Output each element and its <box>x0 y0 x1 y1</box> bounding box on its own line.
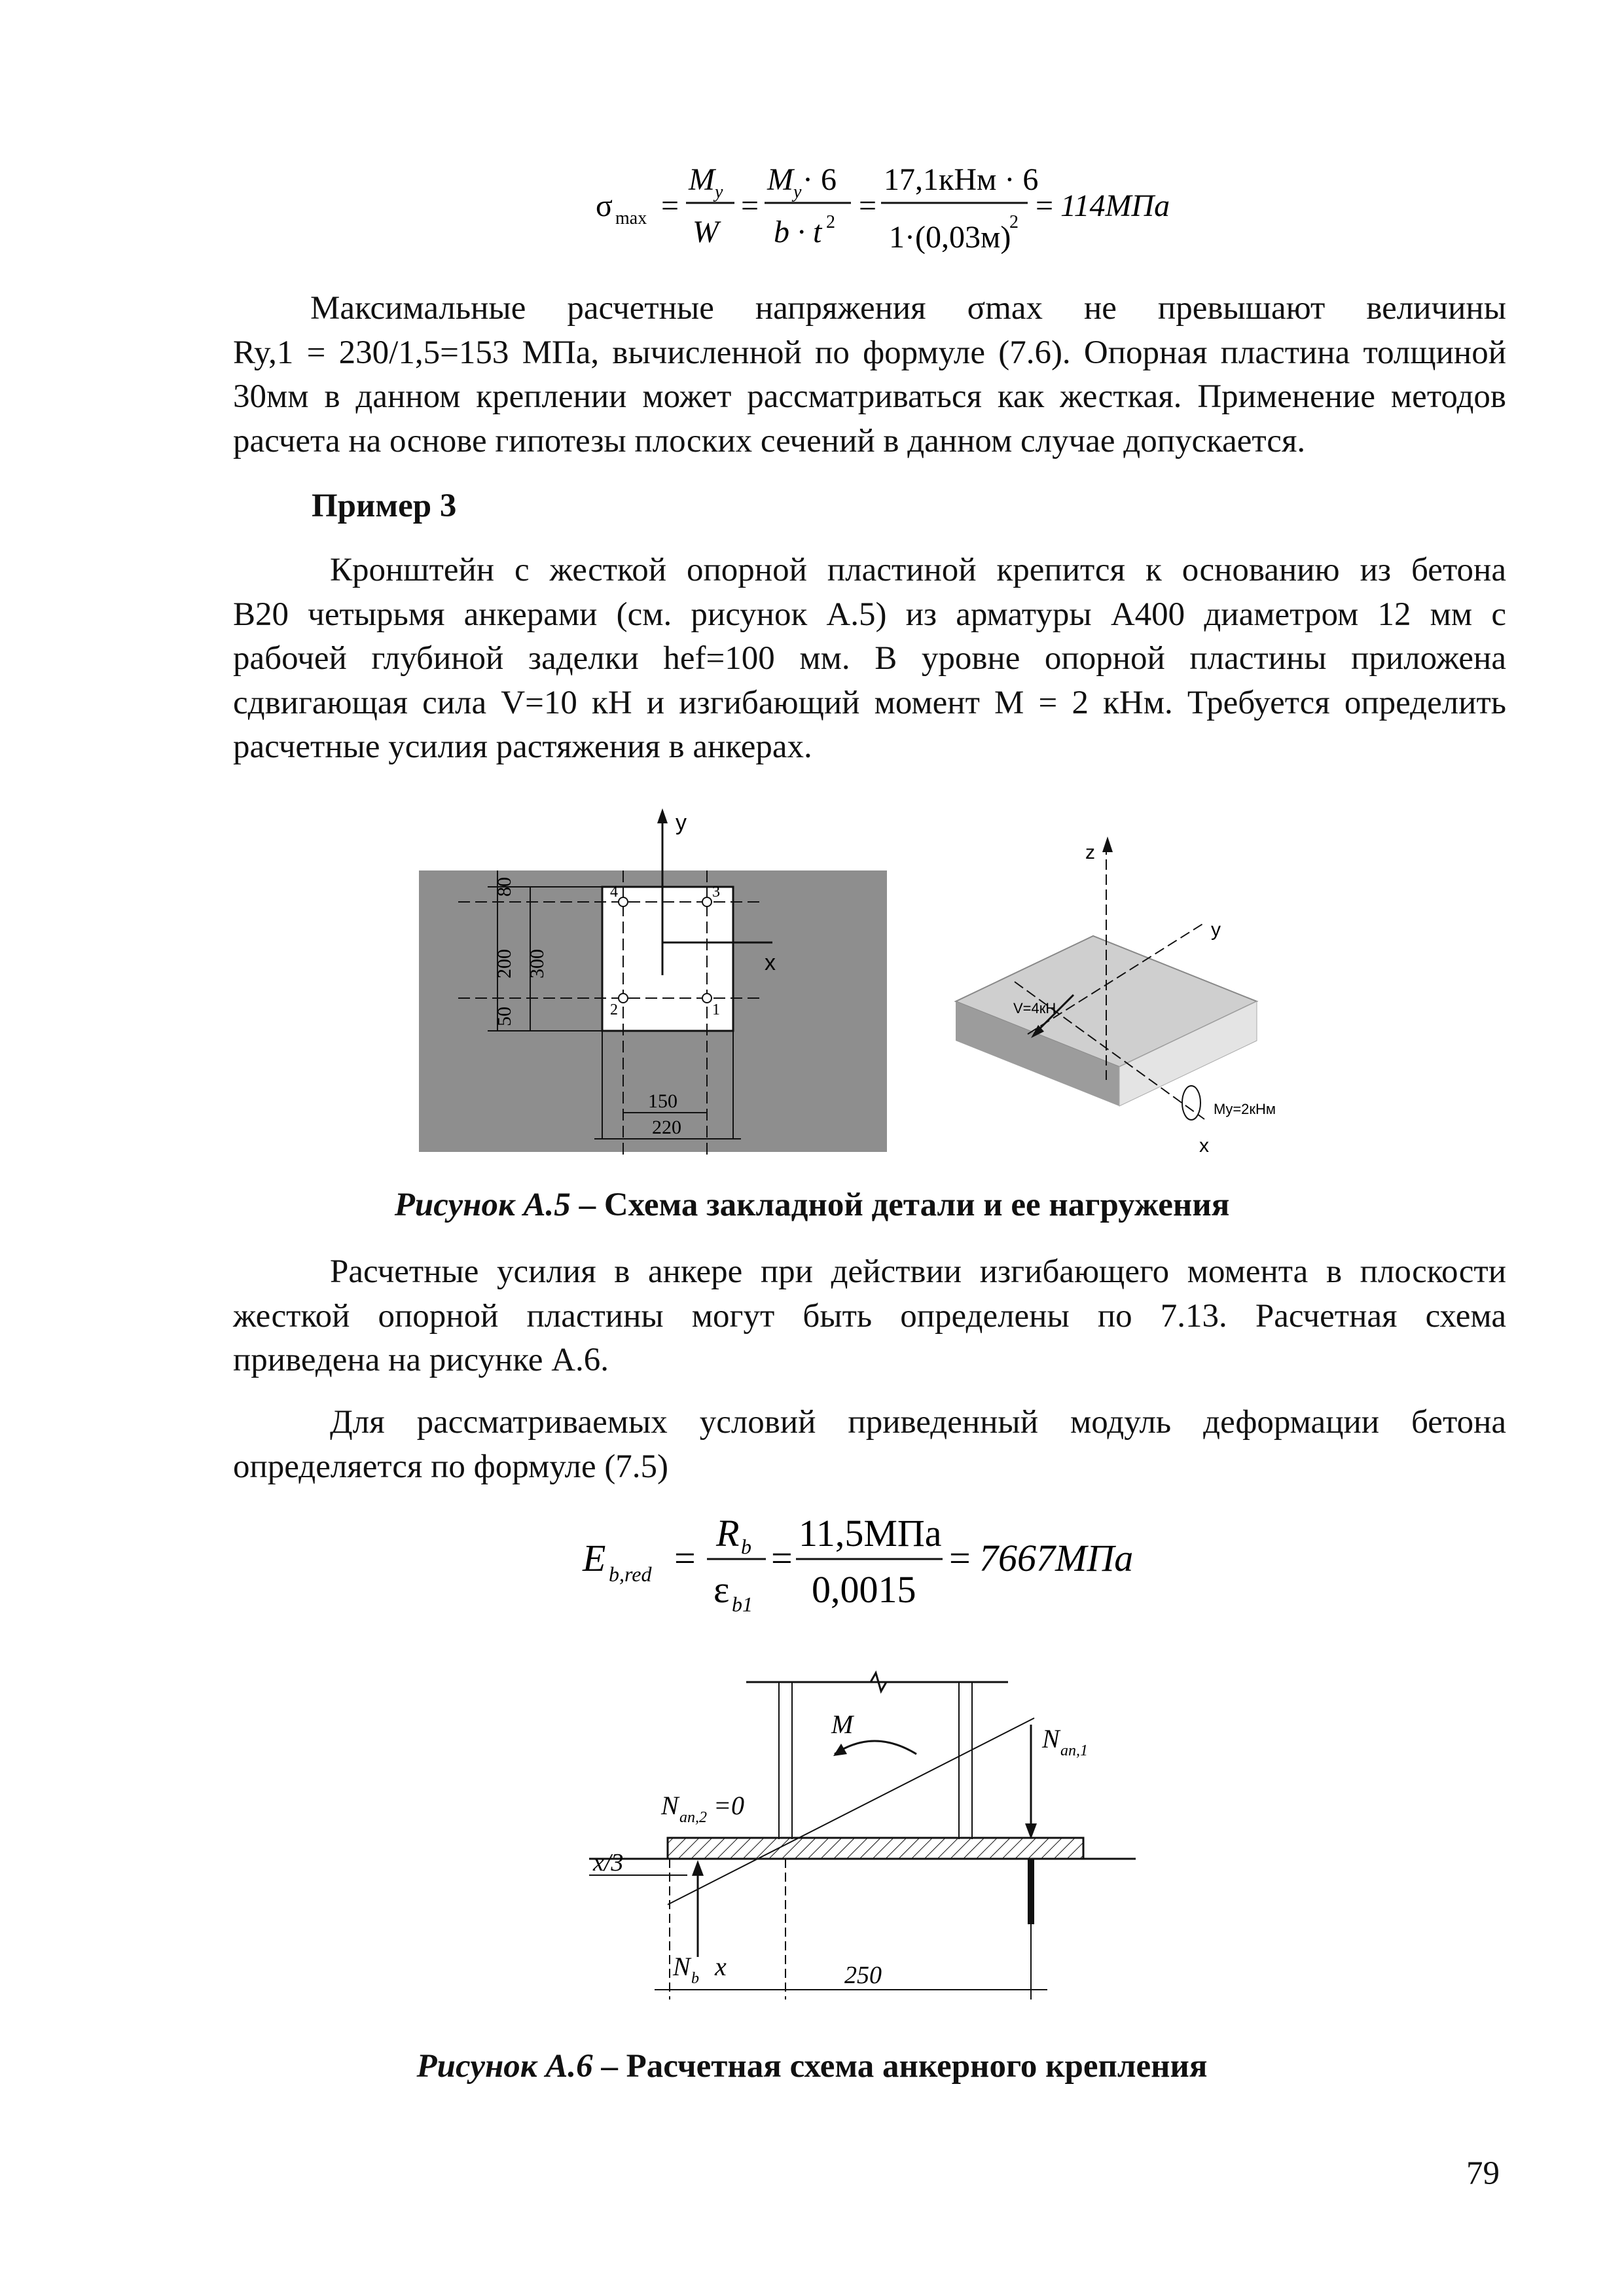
x-axis-label: x <box>765 950 776 975</box>
svg-text:W: W <box>693 215 719 249</box>
text-line: Кронштейн с жесткой опорной пластиной крепится к основанию из бетона <box>330 552 1506 588</box>
svg-text:N: N <box>1042 1724 1060 1753</box>
svg-text:y: y <box>1211 919 1221 941</box>
svg-text:=: = <box>674 1537 696 1579</box>
svg-text:x/3: x/3 <box>593 1849 624 1876</box>
svg-text:ε: ε <box>713 1568 730 1611</box>
formula-sigma-max <box>589 151 1178 268</box>
svg-text:=: = <box>1036 188 1054 223</box>
svg-text:=: = <box>859 188 877 223</box>
paragraph-max-stress <box>233 287 1506 463</box>
svg-text:an,1: an,1 <box>1060 1742 1088 1759</box>
figure-a6-calc-scheme <box>576 1662 1165 2016</box>
figure-a6-caption: Рисунок А.6 – Расчетная схема анкерного крепления <box>416 2048 1208 2085</box>
text-line: жесткой опорной пластины могут быть определены по 7.13. Расчетная схема <box>233 1297 1506 1335</box>
svg-text:· 6: · 6 <box>803 162 837 197</box>
svg-text:50: 50 <box>494 1007 515 1026</box>
svg-text:x: x <box>715 1952 727 1981</box>
moment-arrow <box>835 1741 916 1754</box>
svg-text:b: b <box>741 1535 751 1558</box>
svg-text:200: 200 <box>494 949 515 978</box>
sigma-subscript: max <box>615 208 647 228</box>
text-line: рабочей глубиной заделки hef=100 мм. В уровне опорной пластины приложена <box>233 640 1506 677</box>
svg-text:E: E <box>583 1537 606 1579</box>
svg-text:2: 2 <box>826 212 835 232</box>
sigma-symbol: σ <box>596 188 613 223</box>
svg-text:b: b <box>691 1970 699 1987</box>
anchor-rod <box>1028 1859 1034 1924</box>
svg-text:z: z <box>1085 842 1095 863</box>
svg-text:N: N <box>661 1791 679 1820</box>
svg-text:M: M <box>689 162 715 197</box>
text-line: расчета на основе гипотезы плоских сечений в данном случае допускается. <box>233 422 1306 459</box>
text-line: сдвигающая сила V=10 кН и изгибающий момент M = 2 кНм. Требуется определить <box>233 684 1506 721</box>
anchor-plate <box>668 1838 1083 1859</box>
svg-text:4: 4 <box>610 884 618 901</box>
moment-load-label: My=2кНм <box>1214 1101 1276 1117</box>
paragraph-deformation-modulus <box>233 1401 1506 1489</box>
svg-text:M: M <box>767 162 793 197</box>
svg-text:R: R <box>716 1512 740 1554</box>
example-heading: Пример 3 <box>312 488 457 524</box>
paragraph-anchor-forces <box>233 1250 1506 1383</box>
svg-text:b · t: b · t <box>774 215 822 249</box>
svg-text:b1: b1 <box>732 1592 753 1616</box>
svg-text:=: = <box>661 188 679 223</box>
anchor-2 <box>619 994 628 1003</box>
anchor-4 <box>619 897 628 906</box>
svg-text:80: 80 <box>494 877 515 897</box>
figure-a5-embedded-part <box>419 805 1335 1172</box>
svg-text:M: M <box>831 1710 854 1739</box>
text-line: расчетные усилия растяжения в анкерах. <box>233 728 812 765</box>
svg-text:300: 300 <box>526 949 548 978</box>
svg-text:b,red: b,red <box>609 1562 652 1586</box>
svg-text:2: 2 <box>1009 212 1019 232</box>
svg-text:114МПа: 114МПа <box>1060 188 1170 223</box>
svg-text:11,5МПа: 11,5МПа <box>799 1512 942 1554</box>
anchor-1 <box>702 994 712 1003</box>
paragraph-example-3 <box>233 548 1506 770</box>
svg-text:7667МПа: 7667МПа <box>979 1537 1134 1579</box>
text-line: 30мм в данном креплении может рассматриваться как жесткая. Применение методов <box>233 378 1506 415</box>
svg-text:=0: =0 <box>713 1791 744 1820</box>
text-line: Для рассматриваемых условий приведенный модуль деформации бетона <box>330 1404 1506 1441</box>
svg-text:17,1кНм · 6: 17,1кНм · 6 <box>884 162 1039 197</box>
svg-text:1·(0,03м): 1·(0,03м) <box>889 220 1011 255</box>
page-number: 79 <box>1466 2155 1500 2192</box>
svg-text:=: = <box>741 188 759 223</box>
svg-text:=: = <box>771 1537 793 1579</box>
svg-text:an,2: an,2 <box>679 1809 707 1826</box>
text-line: Ry,1 = 230/1,5=153 МПа, вычисленной по формуле (7.6). Опорная пластина толщиной <box>233 334 1506 371</box>
text-line: определяется по формуле (7.5) <box>233 1448 669 1485</box>
svg-text:N: N <box>673 1952 691 1981</box>
svg-text:220: 220 <box>652 1117 681 1138</box>
svg-text:2: 2 <box>610 1001 618 1018</box>
anchor-3 <box>702 897 712 906</box>
y-axis-label: y <box>676 810 687 835</box>
svg-text:=: = <box>949 1537 971 1579</box>
svg-text:150: 150 <box>648 1090 677 1112</box>
svg-text:y: y <box>793 182 802 202</box>
formula-e-b-red <box>576 1499 1204 1630</box>
shear-load-label: V=4кН <box>1013 1000 1056 1016</box>
svg-text:3: 3 <box>712 884 720 901</box>
svg-text:0,0015: 0,0015 <box>812 1568 916 1611</box>
svg-text:y: y <box>715 182 723 202</box>
svg-text:x: x <box>1199 1135 1209 1157</box>
figure-a5-caption: Рисунок А.5 – Схема закладной детали и ее нагружения <box>394 1187 1230 1223</box>
text-line: В20 четырьмя анкерами (см. рисунок А.5) из арматуры А400 диаметром 12 мм с <box>233 596 1506 633</box>
text-line: Расчетные усилия в анкере при действии изгибающего момента в плоскости <box>330 1253 1506 1290</box>
text-line: приведена на рисунке А.6. <box>233 1342 609 1378</box>
svg-text:1: 1 <box>712 1001 720 1018</box>
text-line: Максимальные расчетные напряжения σmax не превышают величины <box>310 290 1506 327</box>
svg-text:250: 250 <box>844 1962 882 1989</box>
